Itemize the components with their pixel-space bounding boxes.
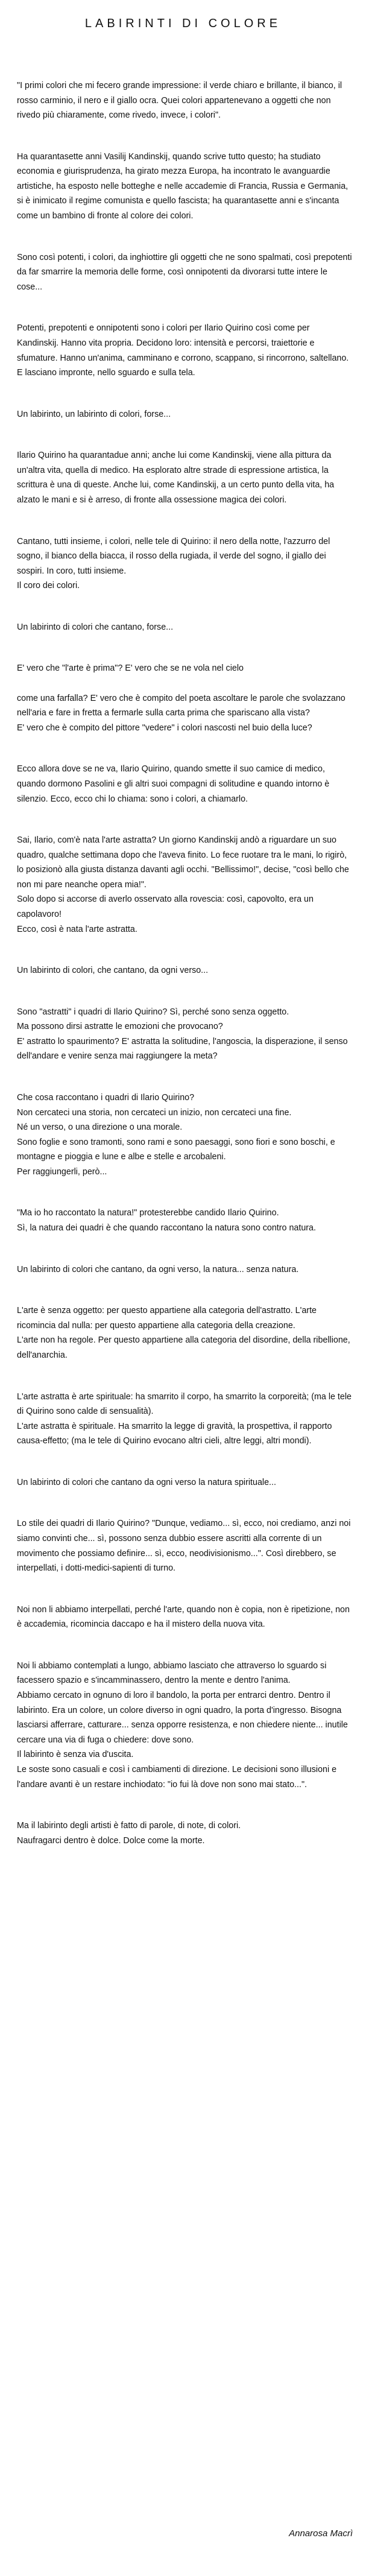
- paragraph: Sai, Ilario, com'è nata l'arte astratta? Un giorno Kandinskij andò a riguardare un suo quadro, qualche settimana dopo che l'aveva finito. Lo fece ruotare tra le mani, lo rigirò, lo posizionò alla giusta distanza davanti agli occhi. "Bellissimo!", decise, "così bello che non mi pare neanche opera mia!". Solo dopo si accorse di averlo osservato alla rovescia: così, capovolto, era un capolavoro! Ecco, così è nata l'arte astratta.: [17, 835, 349, 934]
- paragraph: Sono così potenti, i colori, da inghiottire gli oggetti che ne sono spalmati, così prepotenti da far smarrire la memoria delle forme, così onnipotenti da divorarsi tutte intere le cose...: [17, 252, 352, 292]
- paragraph: L'arte è senza oggetto: per questo appartiene alla categoria dell'astratto. L'arte ricomincia dal nulla: per questo appartiene alla categoria della creazione. L'arte non ha regole. Per questo appartiene alla categoria del disordine, della ribellione, dell'anarchia.: [17, 1306, 350, 1360]
- paragraph: Ilario Quirino ha quarantadue anni; anche lui come Kandinskij, viene alla pittura da un'altra vita, quella di medico. Ha esplorato altre strade di espressione artistica, la scrittura è una di queste. Anche lui, come Kandinskij, a un certo punto della vita, ha alzato le mani e si è arreso, di fronte alla ossessione magica dei colori.: [17, 451, 335, 505]
- document-title: LABIRINTI DI COLORE: [84, 17, 282, 30]
- paragraph: Ecco allora dove se ne va, Ilario Quirino, quando smette il suo camice di medico, quando dormono Pasolini e gli altri suoi compagni di solitudine e quando intorno è silenzio. Ecco, ecco chi lo chiama: sono i colori, a chiamarlo.: [17, 764, 330, 804]
- paragraph: Lo stile dei quadri di Ilario Quirino? "Dunque, vediamo... sì, ecco, noi crediamo, anzi noi siamo convinti che... sì, possono senza dubbio essere ascritti alla corrente di un movimento che possiamo definire... sì, ecco, neodivisionismo...". Così direbbero, se interpellati, i dotti-medici-sapienti di turno.: [17, 1519, 351, 1574]
- paragraph: Potenti, prepotenti e onnipotenti sono i colori per Ilario Quirino così come per Kandinskij. Hanno vita propria. Decidono loro: intensità e percorsi, traiettorie e sfumature. Hanno un'anima, camminano e corrono, scappano, si rincorrono, saltellano. E lasciano impronte, nello sguardo e sulla tela.: [17, 323, 349, 378]
- author-signature: Annarosa Macrì: [289, 2528, 353, 2539]
- paragraph: Sono "astratti" i quadri di Ilario Quirino? Sì, perché sono senza oggetto. Ma possono dirsi astratte le emozioni che provocano? E' astratto lo spaurimento? E' astratta la solitudine, l'angoscia, la disperazione, il senso dell'andare e venire senza mai raggiungere la meta?: [17, 1007, 348, 1062]
- paragraph: Un labirinto di colori che cantano, forse...: [17, 622, 174, 632]
- paragraph: Ma il labirinto degli artisti è fatto di parole, di note, di colori. Naufragarci dentro è dolce. Dolce come la morte.: [17, 1821, 241, 1846]
- paragraph: Un labirinto di colori che cantano da ogni verso la natura spirituale...: [17, 1477, 276, 1487]
- paragraph: Un labirinto, un labirinto di colori, forse...: [17, 409, 171, 419]
- paragraph: Cantano, tutti insieme, i colori, nelle tele di Quirino: il nero della notte, l'azzurro del sogno, il bianco della biacca, il rosso della rugiada, il verde del sogno, il giallo dei sospiri. In coro, tutti insieme. Il coro dei colori.: [17, 536, 330, 591]
- paragraph: Ha quarantasette anni Vasilij Kandinskij, quando scrive tutto questo; ha studiato economia e giurisprudenza, ha girato mezza Europa, ha incontrato le avanguardie artistiche, ha esposto nelle botteghe e nelle accademie di Francia, Russia e Germania, si è inimicato il regime comunista e quello fascista; ha quarantasette anni e s'incanta come un bambino di fronte al colore dei colori.: [17, 151, 349, 221]
- paragraph: L'arte astratta è arte spirituale: ha smarrito il corpo, ha smarrito la corporeità; (ma le tele di Quirino sono calde di sensualità). L'arte astratta è spirituale. Ha smarrito la legge di gravità, la prospettiva, il rapporto causa-effetto; (ma le tele di Quirino evocano altri cieli, altre leggi, altri mondi).: [17, 1391, 352, 1446]
- paragraph: Noi li abbiamo contemplati a lungo, abbiamo lasciato che attraverso lo sguardo si facessero spazio e s'incamminassero, dentro la mente e dentro l'anima. Abbiamo cercato in ognuno di loro il bandolo, la porta per entrarci dentro. Dentro il labirinto. Era un colore, un colore diverso in ogni quadro, la porta d'ingresso. Bisogna lasciarsi afferrare, catturare... senza opporre resistenza, e non chiedere niente... inutile cercare una via di fuga o chiedere: dove sono. Il labirinto è senza via d'uscita. Le soste sono casuali e così i cambiamenti di direzione. Le decisioni sono illusioni e l'andare avanti è un restare inchiodato: "io fui là dove non sono mai stato...".: [17, 1660, 348, 1790]
- paragraph: "Ma io ho raccontato la natura!" protesterebbe candido Ilario Quirino. Sì, la natura dei quadri è che quando raccontano la natura sono contro natura.: [17, 1208, 316, 1233]
- paragraph: "I primi colori che mi fecero grande impressione: il verde chiaro e brillante, il bianco, il rosso carminio, il nero e il giallo ocra. Quei colori appartenevano a oggetti che non rivedo più chiaramente, come rivedo, invece, i colori".: [17, 81, 342, 121]
- paragraph: Un labirinto di colori che cantano, da ogni verso, la natura... senza natura.: [17, 1264, 299, 1274]
- paragraph: E' vero che "l'arte è prima"? E' vero che se ne vola nel cielo come una farfalla? E' vero che è compito del poeta ascoltare le parole che svolazzano nell'aria e fare in fretta a fermarle sulla carta prima che spariscano alla vista? E' vero che è compito del pittore "vedere" i colori nascosti nel buio della luce?: [17, 663, 345, 733]
- article-body: [17, 78, 353, 1875]
- paragraph: Noi non li abbiamo interpellati, perché l'arte, quando non è copia, non è ripetizione, non è accademia, ricomincia daccapo e ha il mistero della nuova vita.: [17, 1604, 350, 1630]
- paragraph: Un labirinto di colori, che cantano, da ogni verso...: [17, 966, 209, 976]
- paragraph: Che cosa raccontano i quadri di Ilario Quirino? Non cercateci una storia, non cercateci un inizio, non cercateci una fine. Né un verso, o una direzione o una morale. Sono foglie e sono tramonti, sono rami e sono paesaggi, sono fiori e sono boschi, e montagne e pioggia e lune e albe e stelle e arcobaleni. Per raggiungerli, però...: [17, 1093, 335, 1177]
